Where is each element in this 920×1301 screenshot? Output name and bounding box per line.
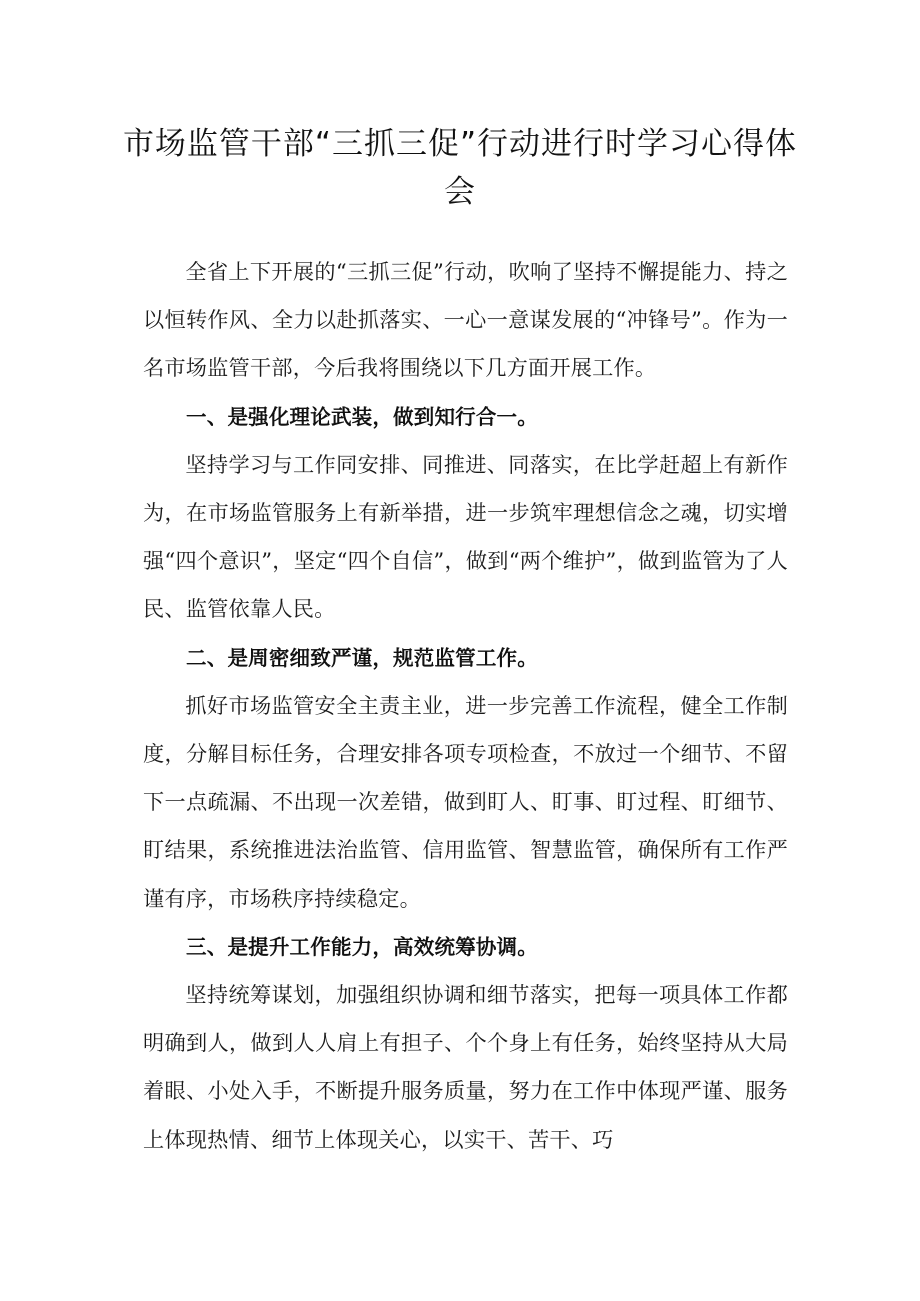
section-heading-3: 三、是提升工作能力，高效统筹协调。 xyxy=(186,934,538,959)
section-heading-2: 二、是周密细致严谨，规范监管工作。 xyxy=(186,645,538,670)
document-body xyxy=(143,248,788,1164)
section-paragraph-3: 坚持统筹谋划，加强组织协调和细节落实，把每一项具体工作都明确到人，做到人人肩上有担子、个个身上有任务，始终坚持从大局着眼、小处入手，不断提升服务质量，努力在工作中体现严谨、服务上体现热情、细节上体现关心，以实干、苦干、巧 xyxy=(143,982,788,1152)
document-title: 市场监管干部“三抓三促”行动进行时学习心得体会 xyxy=(122,126,798,210)
section-paragraph-2: 抓好市场监管安全主责主业，进一步完善工作流程，健全工作制度，分解目标任务，合理安排各项专项检查，不放过一个细节、不留下一点疏漏、不出现一次差错，做到盯人、盯事、盯过程、盯细节、盯结果，系统推进法治监管、信用监管、智慧监管，确保所有工作严谨有序，市场秩序持续稳定。 xyxy=(143,692,788,911)
section-paragraph-1: 坚持学习与工作同安排、同推进、同落实，在比学赶超上有新作为，在市场监管服务上有新举措，进一步筑牢理想信念之魂，切实增强“四个意识”，坚定“四个自信”，做到“两个维护”，做到监管为了人民、监管依靠人民。 xyxy=(143,451,788,622)
intro-paragraph: 全省上下开展的“三抓三促”行动，吹响了坚持不懈提能力、持之以恒转作风、全力以赴抓落实、一心一意谋发展的“冲锋号”。作为一名市场监管干部，今后我将围绕以下几方面开展工作。 xyxy=(143,259,788,381)
section-heading-1: 一、是强化理论武装，做到知行合一。 xyxy=(186,404,538,429)
